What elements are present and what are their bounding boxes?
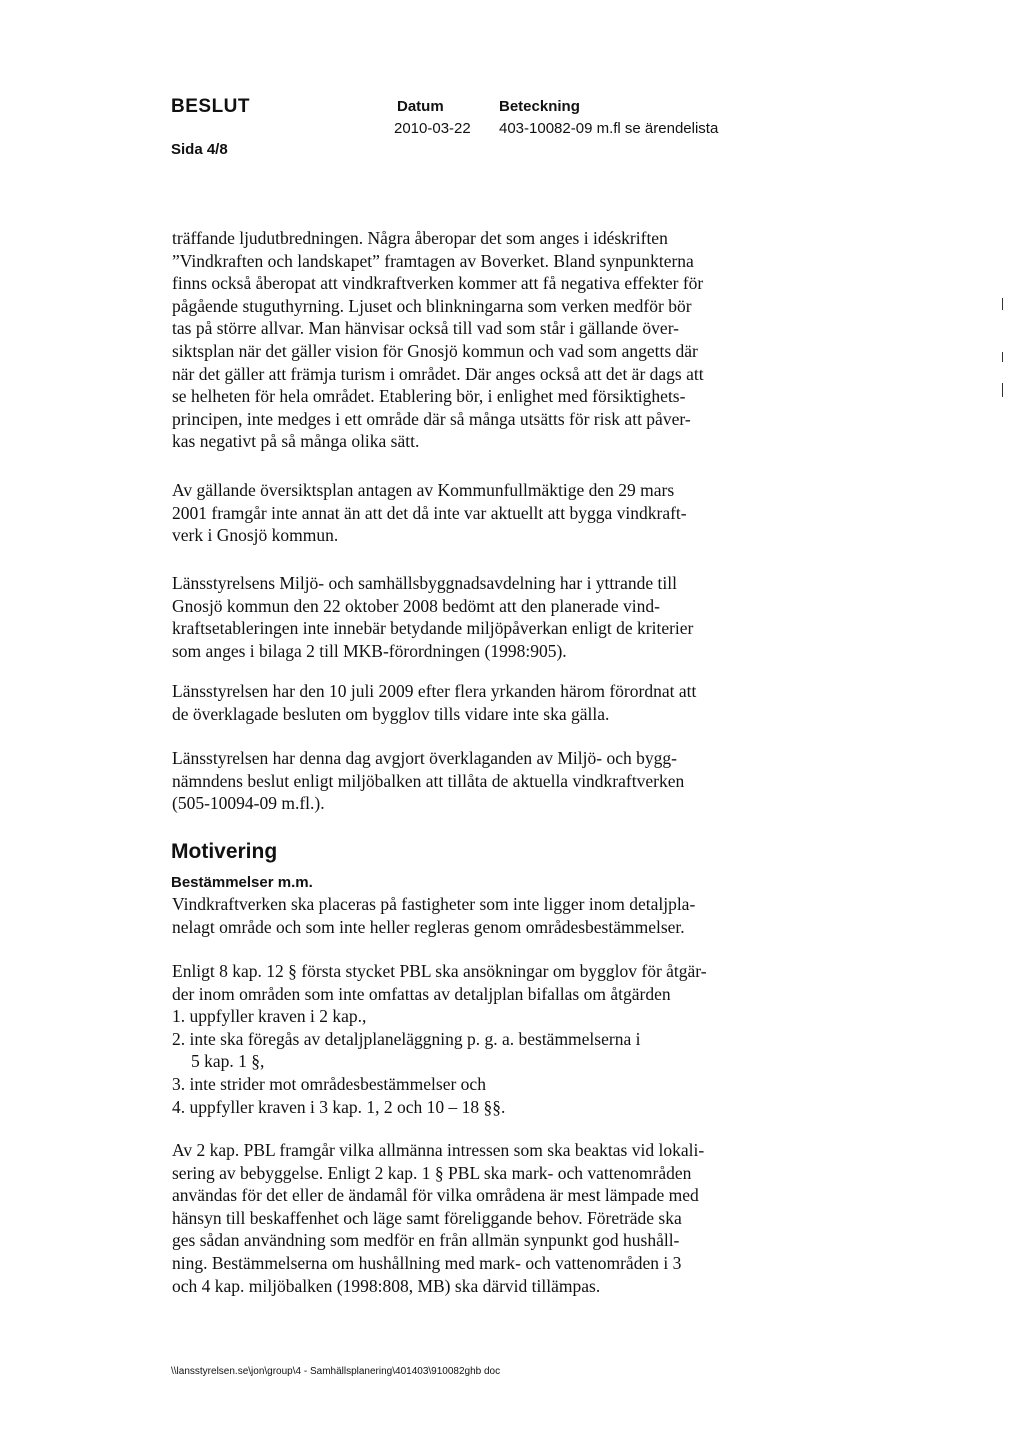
paragraph-appeals-decided <box>172 747 772 815</box>
text-line: nämndens beslut enligt miljöbalken att tillåta de aktuella vindkraftverken <box>172 770 685 791</box>
paragraph-objections <box>172 227 772 453</box>
reference-value: 403-10082-09 m.fl se ärendelista <box>499 120 719 137</box>
paragraph-overview-plan <box>172 479 772 547</box>
paragraph-pbl-rule <box>172 960 772 1118</box>
text-line: tas på större allvar. Man hänvisar också till vad som står i gällande över- <box>172 318 679 339</box>
section-heading: Motivering <box>171 840 278 863</box>
text-line: principen, inte medges i ett område där så många utsätts för risk att påver- <box>172 408 691 429</box>
text-line: se helheten för hela området. Etablering bör, i enlighet med försiktighets- <box>172 386 686 407</box>
list-item: 1. uppfyller kraven i 2 kap., <box>172 1006 367 1027</box>
list-item-continuation: 5 kap. 1 §, <box>191 1051 265 1072</box>
paragraph-county-statement <box>172 572 772 662</box>
text-line: ning. Bestämmelserna om hushållning med mark- och vattenområden i 3 <box>172 1252 682 1273</box>
text-line: sering av bebyggelse. Enligt 2 kap. 1 § PBL ska mark- och vattenområden <box>172 1162 692 1183</box>
text-line: de överklagade besluten om bygglov tills vidare inte ska gälla. <box>172 703 610 724</box>
text-line: Gnosjö kommun den 22 oktober 2008 bedömt att den planerade vind- <box>172 595 660 616</box>
text-line: kas negativt på så många olika sätt. <box>172 431 420 452</box>
text-line: som anges i bilaga 2 till MKB-förordningen (1998:905). <box>172 640 567 661</box>
text-line: Länsstyrelsen har den 10 juli 2009 efter flera yrkanden härom förordnat att <box>172 681 697 701</box>
text-line: pågående stuguthyrning. Ljuset och blinkningarna som verken medför bör <box>172 295 692 316</box>
text-line: (505-10094-09 m.fl.). <box>172 793 325 814</box>
text-line: ”Vindkraften och landskapet” framtagen av Boverket. Bland synpunkterna <box>172 250 694 271</box>
section-subheading: Bestämmelser m.m. <box>171 874 313 891</box>
list-item: 4. uppfyller kraven i 3 kap. 1, 2 och 10 – 18 §§. <box>172 1096 506 1117</box>
text-line: kraftsetableringen inte innebär betydande miljöpåverkan enligt de kriterier <box>172 618 694 639</box>
text-line: Av 2 kap. PBL framgår vilka allmänna intressen som ska beaktas vid lokali- <box>172 1140 705 1160</box>
margin-mark <box>1002 298 1003 310</box>
text-line: nelagt område och som inte heller regleras genom områdesbestämmelser. <box>172 916 685 937</box>
text-line: Länsstyrelsens Miljö- och samhällsbyggnadsavdelning har i yttrande till <box>172 573 677 593</box>
text-line: och 4 kap. miljöbalken (1998:808, MB) ska därvid tillämpas. <box>172 1275 601 1296</box>
text-line: verk i Gnosjö kommun. <box>172 525 339 546</box>
paragraph-placement <box>172 893 772 938</box>
margin-mark <box>1002 383 1003 397</box>
text-line: träffande ljudutbredningen. Några åberopar det som anges i idéskriften <box>172 228 668 248</box>
paragraph-general-interests <box>172 1139 772 1297</box>
file-path-footer: \\lansstyrelsen.se\jon\group\4 - Samhällsplanering\401403\910082ghb doc <box>171 1366 501 1377</box>
text-line: 2001 framgår inte annat än att det då inte var aktuellt att bygga vindkraft- <box>172 502 687 523</box>
reference-label: Beteckning <box>499 98 580 115</box>
paragraph-suspension <box>172 680 772 725</box>
margin-mark <box>1002 352 1003 362</box>
text-line: Av gällande översiktsplan antagen av Kommunfullmäktige den 29 mars <box>172 480 675 500</box>
text-line: Enligt 8 kap. 12 § första stycket PBL ska ansökningar om bygglov för åtgär- <box>172 961 707 981</box>
text-line: finns också åberopat att vindkraftverken kommer att få negativa effekter för <box>172 273 704 294</box>
list-item: 2. inte ska föregås av detaljplaneläggning p. g. a. bestämmelserna i <box>172 1028 641 1049</box>
page-number: Sida 4/8 <box>171 141 228 158</box>
text-line: Länsstyrelsen har denna dag avgjort överklaganden av Miljö- och bygg- <box>172 748 677 768</box>
date-label: Datum <box>397 98 444 115</box>
date-value: 2010-03-22 <box>394 120 471 137</box>
text-line: siktsplan när det gäller vision för Gnosjö kommun och vad som angetts där <box>172 340 698 361</box>
text-line: när det gäller att främja turism i området. Där anges också att det är dags att <box>172 363 704 384</box>
document-type: BESLUT <box>171 96 250 117</box>
list-item: 3. inte strider mot områdesbestämmelser och <box>172 1073 486 1094</box>
text-line: hänsyn till beskaffenhet och läge samt föreliggande behov. Företräde ska <box>172 1207 682 1228</box>
text-line: der inom områden som inte omfattas av detaljplan bifallas om åtgärden <box>172 983 671 1004</box>
text-line: ges sådan användning som medför en från allmän synpunkt god hushåll- <box>172 1230 680 1251</box>
text-line: användas för det eller de ändamål för vilka områdena är mest lämpade med <box>172 1185 699 1206</box>
text-line: Vindkraftverken ska placeras på fastigheter som inte ligger inom detaljpla- <box>172 894 696 914</box>
